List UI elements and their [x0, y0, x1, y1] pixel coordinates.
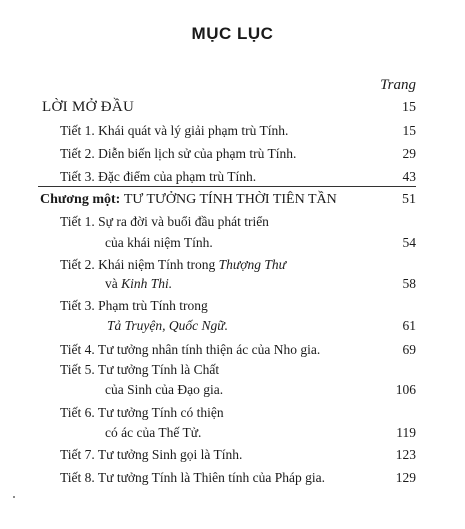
chapter-page: 51 [402, 192, 416, 207]
entry-label: Tiết 4. Tư tưởng nhân tính thiện ác của Nho gia. [60, 342, 321, 357]
entry-label: Tiết 7. Tư tưởng Sinh gọi là Tính. [60, 447, 243, 462]
entry-page: 29 [402, 146, 416, 161]
entry-page: 119 [396, 425, 416, 440]
entry-label-continued: của khái niệm Tính. [105, 235, 213, 250]
toc-entry[interactable] [0, 361, 465, 401]
toc-entry[interactable] [0, 404, 465, 444]
entry-label: Tiết 1. Sự ra đời và buổi đầu phát triển [60, 214, 269, 229]
entry-label-continued: Tả Truyện, Quốc Ngữ. [107, 318, 228, 333]
intro-label: LỜI MỞ ĐẦU [42, 99, 135, 115]
section-divider [38, 186, 416, 187]
entry-page: 61 [402, 318, 416, 333]
entry-label: Tiết 2. Diễn biến lịch sử của phạm trù Tính. [60, 146, 297, 161]
entry-label: Tiết 5. Tư tưởng Tính là Chất [60, 362, 220, 377]
entry-page: 69 [402, 342, 416, 357]
toc-entry[interactable] [0, 256, 465, 296]
entry-label: Tiết 3. Phạm trù Tính trong [60, 298, 208, 313]
toc-title: MỤC LỤC [191, 24, 274, 43]
entry-label: Tiết 6. Tư tưởng Tính có thiện [60, 405, 224, 420]
entry-label-text: Tiết 2. Khái niệm Tính trong [60, 257, 219, 272]
entry-page: 129 [395, 470, 416, 485]
entry-page: 106 [395, 382, 416, 397]
entry-label-continued [105, 275, 172, 292]
chapter-label: Chương một: [40, 192, 121, 207]
book-title: Thượng Thư [218, 257, 286, 272]
entry-page: 54 [402, 235, 416, 250]
chapter-name: TƯ TƯỞNG TÍNH THỜI TIÊN TẦN [123, 192, 337, 207]
scan-speck [13, 496, 15, 498]
page-column-header: Trang [380, 77, 416, 93]
entry-label [60, 256, 286, 273]
entry-label-continued: của Sinh của Đạo gia. [105, 382, 224, 397]
toc-entry[interactable] [0, 213, 465, 253]
entry-label: Tiết 1. Khái quát và lý giải phạm trù Tính. [60, 123, 289, 138]
entry-label-text: và [105, 276, 122, 291]
entry-page: 15 [402, 123, 416, 138]
chapter-heading [40, 191, 337, 208]
entry-label: Tiết 8. Tư tưởng Tính là Thiên tính của Pháp gia. [60, 470, 326, 485]
entry-label: Tiết 3. Đặc điểm của phạm trù Tính. [60, 169, 257, 184]
intro-page: 15 [402, 100, 416, 115]
entry-page: 123 [395, 447, 416, 462]
entry-label-continued: có ác của Thế Tử. [105, 425, 202, 440]
entry-page: 58 [402, 276, 416, 291]
toc-entry[interactable] [0, 297, 465, 337]
book-title: Kinh Thi. [121, 276, 173, 291]
entry-page: 43 [402, 169, 416, 184]
